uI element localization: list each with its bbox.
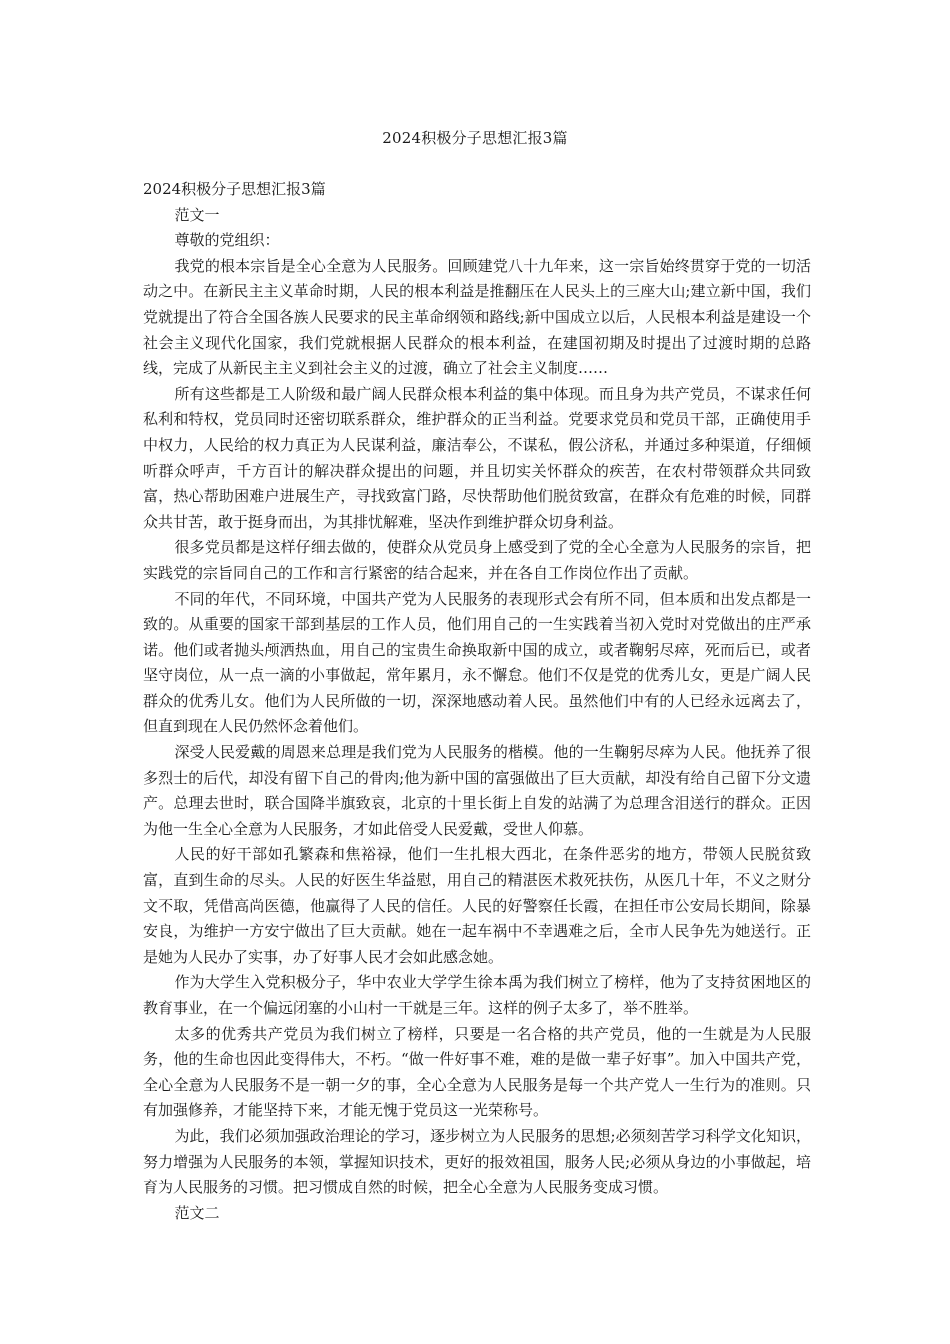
- paragraph: 人民的好干部如孔繁森和焦裕禄，他们一生扎根大西北，在条件恶劣的地方，带领人民脱贫致富，直到生命的尽头。人民的好医生华益慰，用自己的精湛医术救死扶伤，从医几十年，不义之财分文不取，凭借高尚医德，他赢得了人民的信任。人民的好警察任长霞，在担任市公安局长期间，除暴安良，为维护一方安宁做出了巨大贡献。她在一起车祸中不幸遇难之后，全市人民争先为她送行。正是她为人民办了实事，办了好事人民才会如此感念她。: [143, 845, 811, 966]
- section-label-1: 范文一: [174, 205, 220, 224]
- salutation: 尊敬的党组织：: [174, 231, 280, 250]
- section-label-2: 范文二: [174, 1203, 220, 1222]
- paragraph: 作为大学生入党积极分子，华中农业大学学生徐本禹为我们树立了榜样，他为了支持贫困地区的教育事业，在一个偏远闭塞的小山村一干就是三年。这样的例子太多了，举不胜举。: [143, 973, 811, 1017]
- document-subtitle: 2024积极分子思想汇报3篇: [143, 180, 326, 198]
- paragraph: 不同的年代，不同环境，中国共产党为人民服务的表现形式会有所不同，但本质和出发点都是一致的。从重要的国家干部到基层的工作人员，他们用自己的一生实践着当初入党时对党做出的庄严承诺。他们或者抛头颅洒热血，用自己的宝贵生命换取新中国的成立，或者鞠躬尽瘁，死而后已，或者坚守岗位，从一点一滴的小事做起，常年累月，永不懈怠。他们不仅是党的优秀儿女，更是广阔人民群众的优秀儿女。他们为人民所做的一切，深深地感动着人民。虽然他们中有的人已经永远离去了，但直到现在人民仍然怀念着他们。: [143, 589, 811, 736]
- paragraph: 很多党员都是这样仔细去做的，使群众从党员身上感受到了党的全心全意为人民服务的宗旨，把实践党的宗旨同自己的工作和言行紧密的结合起来，并在各自工作岗位作出了贡献。: [143, 538, 811, 582]
- document-title: 2024积极分子思想汇报3篇: [382, 129, 568, 147]
- paragraph: 太多的优秀共产党员为我们树立了榜样，只要是一名合格的共产党员，他的一生就是为人民服务，他的生命也因此变得伟大，不朽。“做一件好事不难，难的是做一辈子好事”。加入中国共产党，全心全意为人民服务不是一朝一夕的事，全心全意为人民服务是每一个共产党人一生行为的准则。只有加强修养，才能坚持下来，才能无愧于党员这一光荣称号。: [143, 1024, 811, 1120]
- paragraph: 我党的根本宗旨是全心全意为人民服务。回顾建党八十九年来，这一宗旨始终贯穿于党的一切活动之中。在新民主主义革命时期，人民的根本利益是推翻压在人民头上的三座大山;建立新中国，我们党就提出了符合全国各族人民要求的民主革命纲领和路线;新中国成立以后，人民根本利益是建设一个社会主义现代化国家，我们党就根据人民群众的根本利益，在建国初期及时提出了过渡时期的总路线，完成了从新民主主义到社会主义的过渡，确立了社会主义制度……: [143, 256, 811, 378]
- paragraph: 为此，我们必须加强政治理论的学习，逐步树立为人民服务的思想;必须刻苦学习科学文化知识，努力增强为人民服务的本领，掌握知识技术，更好的报效祖国，服务人民;必须从身边的小事做起，培育为人民服务的习惯。把习惯成自然的时候，把全心全意为人民服务变成习惯。: [143, 1126, 811, 1197]
- document-body: [143, 177, 811, 1226]
- paragraph: 深受人民爱戴的周恩来总理是我们党为人民服务的楷模。他的一生鞠躬尽瘁为人民。他抚养了很多烈士的后代，却没有留下自己的骨肉;他为新中国的富强做出了巨大贡献，却没有给自己留下分文遗产。总理去世时，联合国降半旗致哀，北京的十里长街上自发的站满了为总理含泪送行的群众。正因为他一生全心全意为人民服务，才如此倍受人民爱戴，受世人仰慕。: [143, 743, 811, 838]
- paragraph: 所有这些都是工人阶级和最广阔人民群众根本利益的集中体现。而且身为共产党员，不谋求任何私利和特权，党员同时还密切联系群众，维护群众的正当利益。党要求党员和党员干部，正确使用手中权力，人民给的权力真正为人民谋利益，廉洁奉公，不谋私，假公济私，并通过多种渠道，仔细倾听群众呼声，千方百计的解决群众提出的问题，并且切实关怀群众的疾苦，在农村带领群众共同致富，热心帮助困难户进展生产，寻找致富门路，尽快帮助他们脱贫致富，在群众有危难的时候，同群众共甘苦，敢于挺身而出，为其排忧解难，坚决作到维护群众切身利益。: [143, 384, 811, 531]
